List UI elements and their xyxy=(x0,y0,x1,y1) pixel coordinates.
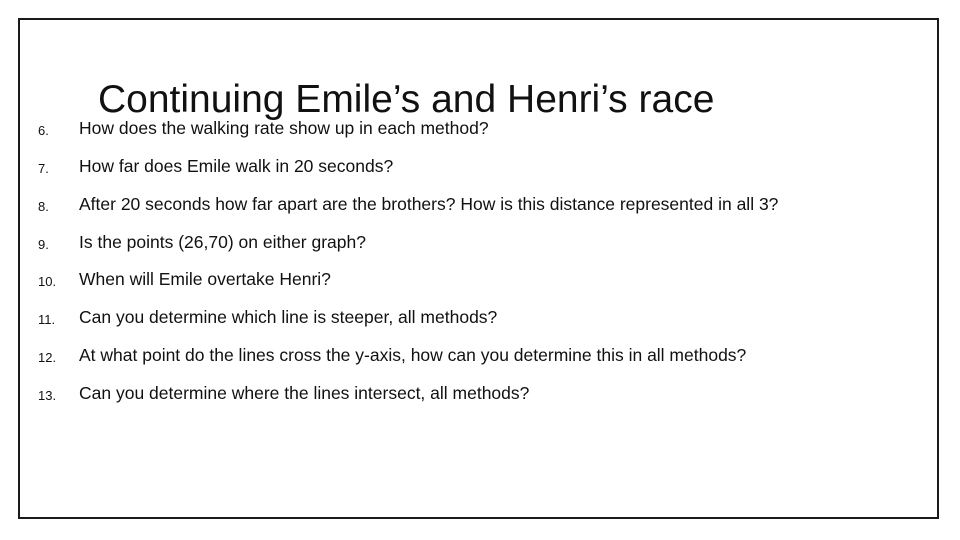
question-number: 6. xyxy=(38,123,49,138)
question-number: 11. xyxy=(38,312,56,327)
question-text: Can you determine which line is steeper, all methods? xyxy=(79,307,498,327)
question-number: 12. xyxy=(38,350,57,365)
question-text: How far does Emile walk in 20 seconds? xyxy=(79,156,394,176)
question-text: After 20 seconds how far apart are the brothers? How is this distance represented in all 3? xyxy=(79,194,779,214)
question-number: 10. xyxy=(38,274,57,289)
question-number: 8. xyxy=(38,199,49,214)
question-text: Is the points (26,70) on either graph? xyxy=(79,232,366,252)
question-number: 7. xyxy=(38,161,49,176)
slide-title: Continuing Emile’s and Henri’s race xyxy=(98,78,715,121)
question-number: 9. xyxy=(38,237,49,252)
question-text: How does the walking rate show up in each method? xyxy=(79,118,489,138)
question-text: Can you determine where the lines intersect, all methods? xyxy=(79,383,530,403)
question-text: At what point do the lines cross the y-axis, how can you determine this in all methods? xyxy=(79,345,747,365)
question-number: 13. xyxy=(38,388,57,403)
question-text: When will Emile overtake Henri? xyxy=(79,269,331,289)
